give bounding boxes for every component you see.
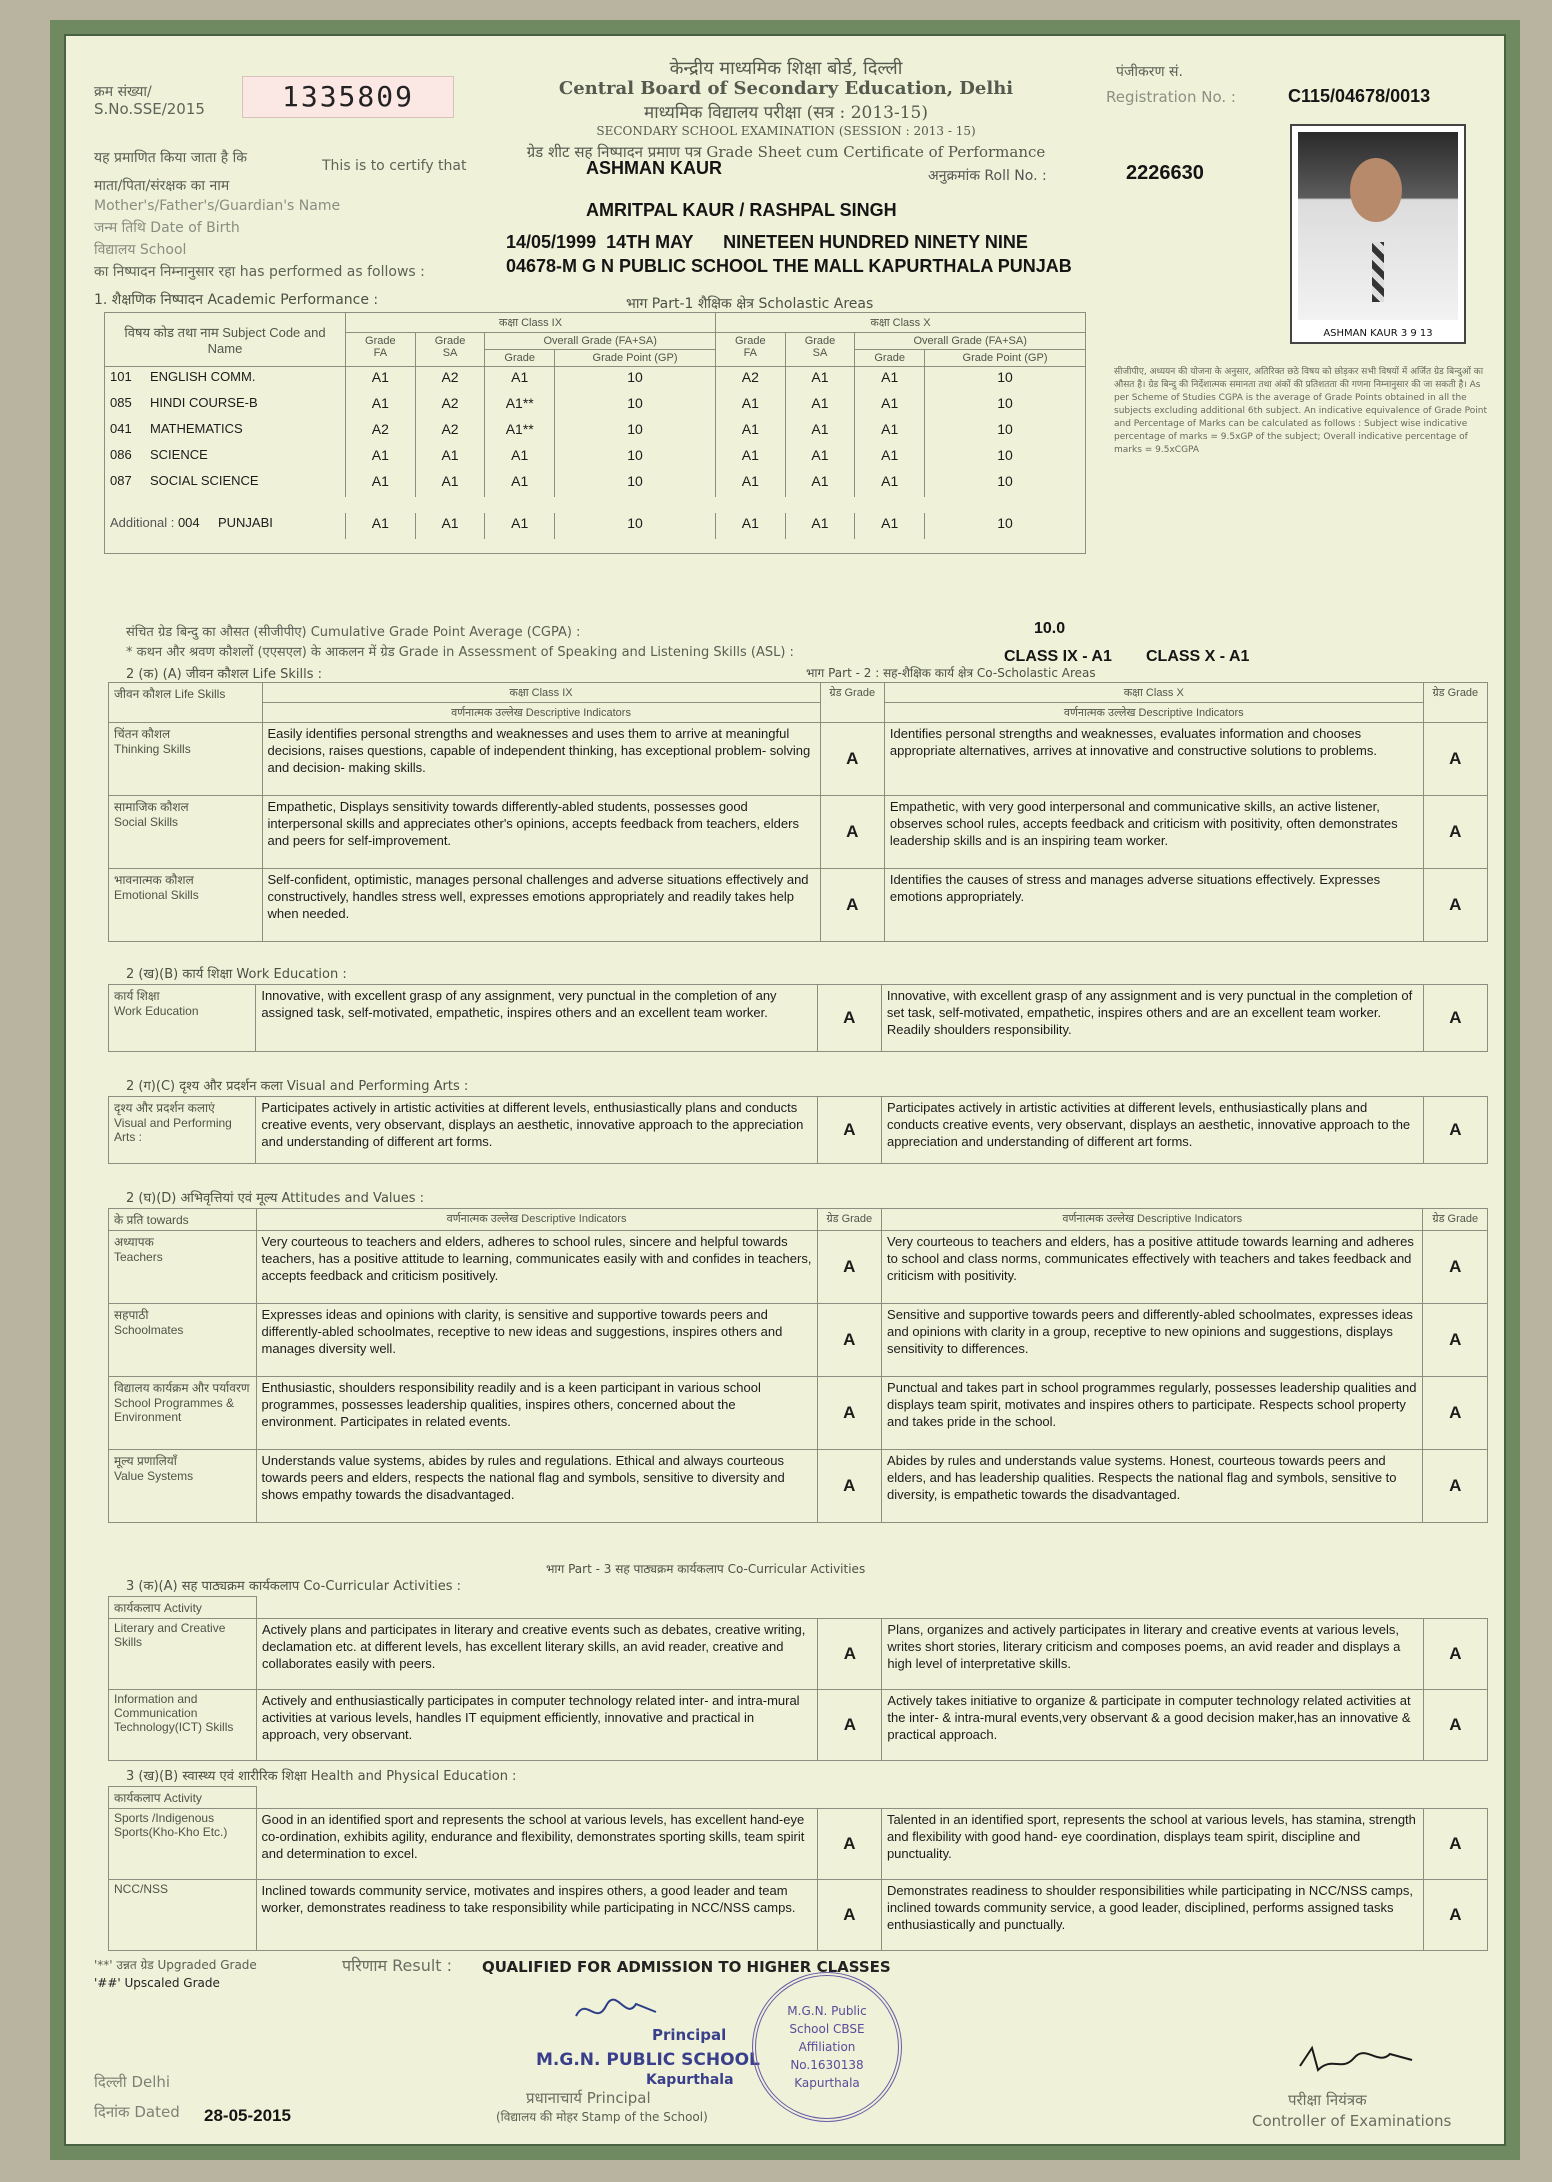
class10-grade: A bbox=[1423, 1304, 1488, 1377]
work-education-rows bbox=[109, 985, 1488, 1052]
row-label-hi: सहपाठी bbox=[114, 1308, 149, 1322]
indicator-row bbox=[109, 1304, 1488, 1377]
indicator-row bbox=[109, 1619, 1488, 1690]
grade-cell: 10 bbox=[925, 445, 1086, 471]
subject-row bbox=[105, 513, 1086, 539]
col-activity: कार्यकलाप Activity bbox=[109, 1787, 257, 1809]
row-label: Visual and Performing Arts : bbox=[114, 1116, 232, 1144]
grade-cell: 10 bbox=[555, 471, 716, 497]
class9-indicator: Very courteous to teachers and elders, adheres to school rules, sincere and helpful towards teachers, has a positive attitude to learning, communicates easily with and confides in teachers, accepts feedback and criticism positively. bbox=[256, 1231, 817, 1304]
controller-label-hi: परीक्षा नियंत्रक bbox=[1288, 2091, 1367, 2109]
grade-cell: A2 bbox=[715, 367, 785, 394]
class10-grade: A bbox=[1423, 1809, 1487, 1880]
class10-indicator: Very courteous to teachers and elders, has a positive attitude towards learning and adheres to school and class norms, communicates effectively with teachers and takes feedback and criticism with positivity. bbox=[882, 1231, 1423, 1304]
col-class10: कक्षा Class X bbox=[715, 313, 1085, 333]
grade-cell: A1** bbox=[485, 419, 555, 445]
asl-label: * कथन और श्रवण कौशलों (एएसएल) के आकलन में ग्रेड Grade in Assessment of Speaking and Listening Skills (ASL) : bbox=[126, 645, 794, 660]
life-skills-title: 2 (क) (A) जीवन कौशल Life Skills : bbox=[126, 667, 323, 682]
row-label-hi: मूल्य प्रणालियाँ bbox=[114, 1454, 177, 1468]
class9-indicator: Easily identifies personal strengths and weaknesses and uses them to arrive at meaningful decisions, raises questions, capable of independent thinking, has exceptional problem- solving and decision- making skills. bbox=[262, 723, 820, 796]
certify-label-hi: यह प्रमाणित किया जाता है कि bbox=[94, 150, 248, 166]
grade-cell: A2 bbox=[415, 367, 485, 394]
row-label-hi: सामाजिक कौशल bbox=[114, 800, 189, 814]
class10-grade: A bbox=[1423, 985, 1487, 1052]
grade-cell: A1 bbox=[785, 513, 855, 539]
date-of-birth: 14/05/1999 14TH MAY NINETEEN HUNDRED NINETY NINE bbox=[506, 232, 1028, 252]
class9-indicator: Understands value systems, abides by rules and regulations. Ethical and always courteous towards peers and elders, respects the national flag and symbols, sensitive to diversity and shows empathy towards the disadvantaged. bbox=[256, 1450, 817, 1523]
class10-grade: A bbox=[1423, 1619, 1487, 1690]
attitudes-title: 2 (घ)(D) अभिवृत्तियां एवं मूल्य Attitudes and Values : bbox=[126, 1191, 425, 1206]
indicator-row bbox=[109, 869, 1488, 942]
arts-title: 2 (ग)(C) दृश्य और प्रदर्शन कला Visual and Performing Arts : bbox=[126, 1079, 469, 1094]
class10-indicator: Participates actively in artistic activities at different levels, enthusiastically plans and conducts creative events, very observant, displays an aesthetic, innovative approach to the appreciation and understanding of different art forms. bbox=[881, 1097, 1423, 1164]
cgpa-label: संचित ग्रेड बिन्दु का औसत (सीजीपीए) Cumulative Grade Point Average (CGPA) : bbox=[126, 625, 581, 640]
indicator-row bbox=[109, 985, 1488, 1052]
principal-label: प्रधानाचार्य Principal bbox=[526, 2089, 651, 2107]
subject-row bbox=[105, 367, 1086, 394]
row-label: Social Skills bbox=[114, 815, 179, 829]
grade-cell: A1 bbox=[346, 393, 416, 419]
grade-cell: A1 bbox=[785, 471, 855, 497]
life-skills-table bbox=[108, 682, 1488, 942]
class10-grade: A bbox=[1423, 1097, 1487, 1164]
class10-grade: A bbox=[1423, 1231, 1488, 1304]
grade-cell: A1 bbox=[855, 445, 925, 471]
board-name: Central Board of Secondary Education, Delhi bbox=[558, 78, 1014, 99]
grade-cell: A1 bbox=[785, 445, 855, 471]
grade-cell: A1 bbox=[785, 367, 855, 394]
indicator-row bbox=[109, 1809, 1488, 1880]
subject-row bbox=[105, 471, 1086, 497]
grade-cell: A2 bbox=[415, 419, 485, 445]
class10-indicator: Talented in an identified sport, represents the school at various levels, has stamina, strength and flexibility with good hand- eye coordination, displays team spirit, discipline and punctuality. bbox=[881, 1809, 1423, 1880]
roll-label: अनुक्रमांक Roll No. : bbox=[928, 168, 1047, 184]
row-label-hi: चिंतन कौशल bbox=[114, 727, 171, 741]
col-sa9: Grade SA bbox=[415, 333, 485, 367]
indicator-row bbox=[109, 1377, 1488, 1450]
subject-name: MATHEMATICS bbox=[150, 421, 243, 436]
work-education-table bbox=[108, 984, 1488, 1052]
co-curricular-title: 3 (क)(A) सह पाठ्यक्रम कार्यकलाप Co-Curricular Activities : bbox=[126, 1579, 462, 1594]
col-fa9: Grade FA bbox=[346, 333, 416, 367]
upgraded-note: '**' उन्नत ग्रेड Upgraded Grade bbox=[94, 1958, 257, 1972]
grade-cell: A1 bbox=[485, 471, 555, 497]
grade-cell: A1 bbox=[346, 367, 416, 394]
class10-grade: A bbox=[1423, 1377, 1488, 1450]
class9-grade: A bbox=[818, 1619, 882, 1690]
stamp-school: M.G.N. PUBLIC SCHOOL bbox=[536, 2050, 760, 2070]
grade-cell: 10 bbox=[925, 471, 1086, 497]
row-label-hi: दृश्य और प्रदर्शन कलाएं bbox=[114, 1101, 215, 1115]
row-label-hi: भावनात्मक कौशल bbox=[114, 873, 194, 887]
sno-label: S.No.SSE/2015 bbox=[94, 100, 205, 118]
class9-indicator: Self-confident, optimistic, manages personal challenges and adverse situations effectively and constructively, handles stress well, expresses emotions appropriately and readily takes help when needed. bbox=[262, 869, 820, 942]
student-photo-frame bbox=[1290, 124, 1466, 344]
class10-indicator: Actively takes initiative to organize & participate in computer technology related activities at the inter- & intra-mural events,very observant & a good decision maker,has an innovative & practical approach. bbox=[882, 1690, 1423, 1761]
grade-cell: 10 bbox=[555, 513, 716, 539]
class9-indicator: Good in an identified sport and represents the school at various levels, has excellent hand-eye co-ordination, exhibits agility, endurance and flexibility, demonstrates sporting skills, team spirit and determination to excel. bbox=[256, 1809, 817, 1880]
row-label: Information and Communication Technology(ICT) Skills bbox=[114, 1692, 234, 1734]
class10-grade: A bbox=[1423, 1450, 1488, 1523]
subject-row bbox=[105, 393, 1086, 419]
row-label-hi: विद्यालय कार्यक्रम और पर्यावरण bbox=[114, 1381, 250, 1395]
subject-name: SOCIAL SCIENCE bbox=[150, 473, 259, 488]
grade-cell: 10 bbox=[555, 367, 716, 394]
certificate-sheet bbox=[64, 34, 1506, 2146]
row-label: Value Systems bbox=[114, 1469, 194, 1483]
class10-indicator: Innovative, with excellent grasp of any assignment and is very punctual in the completion of set task, self-motivated, empathetic, inspires others and are an excellent team worker. Readily shoulders responsibility. bbox=[881, 985, 1423, 1052]
health-table bbox=[108, 1786, 1488, 1951]
performed-label: का निष्पादन निम्नानुसार रहा has performed as follows : bbox=[94, 264, 425, 280]
col-subject: विषय कोड तथा नाम Subject Code and Name bbox=[105, 313, 346, 367]
col-overall9: Overall Grade (FA+SA) bbox=[485, 333, 716, 350]
grade-cell: A1 bbox=[415, 513, 485, 539]
student-name: ASHMAN KAUR bbox=[586, 158, 722, 178]
class10-indicator: Sensitive and supportive towards peers and differently-abled schoolmates, expresses ideas and opinions with clarity in a group, receptive to new opinions and suggestions, displays sensitivity to differences. bbox=[882, 1304, 1423, 1377]
place-label: दिल्ली Delhi bbox=[94, 2073, 171, 2091]
arts-table bbox=[108, 1096, 1488, 1164]
class9-grade: A bbox=[817, 1450, 882, 1523]
grade-cell: A1 bbox=[346, 445, 416, 471]
grade-cell: A1 bbox=[485, 513, 555, 539]
grade-cell: A1 bbox=[346, 513, 416, 539]
stamp-city: Kapurthala bbox=[646, 2072, 734, 2088]
subject-code: 087 bbox=[110, 473, 132, 488]
arts-rows bbox=[109, 1097, 1488, 1164]
asl-class10: CLASS X - A1 bbox=[1146, 648, 1250, 665]
subject-row bbox=[105, 419, 1086, 445]
school-label: विद्यालय School bbox=[94, 242, 187, 258]
class10-grade: A bbox=[1423, 723, 1487, 796]
subject-name: PUNJABI bbox=[217, 515, 273, 530]
class9-indicator: Empathetic, Displays sensitivity towards differently-abled students, possesses good interpersonal skills and appreciates other's opinions, accepts feedback from teachers, elders and peers for self-improvement. bbox=[262, 796, 820, 869]
attitudes-table bbox=[108, 1208, 1488, 1523]
row-label: Work Education bbox=[114, 1004, 199, 1018]
subject-code: 041 bbox=[110, 421, 132, 436]
grade-cell: A1 bbox=[785, 393, 855, 419]
scholastic-table bbox=[104, 312, 1086, 554]
col-sa10: Grade SA bbox=[785, 333, 855, 367]
grade-cell: A1 bbox=[415, 471, 485, 497]
registration-label: Registration No. : bbox=[1106, 88, 1236, 106]
col-class10: कक्षा Class X bbox=[884, 683, 1423, 703]
class9-grade: A bbox=[817, 1097, 881, 1164]
col-gp9: Grade Point (GP) bbox=[555, 350, 716, 367]
class10-grade: A bbox=[1423, 1690, 1487, 1761]
col-grade9: Grade bbox=[485, 350, 555, 367]
grade-cell: 10 bbox=[925, 419, 1086, 445]
col-grade9: ग्रेड Grade bbox=[817, 1209, 882, 1231]
class9-grade: A bbox=[817, 1809, 881, 1880]
class9-grade: A bbox=[817, 1231, 882, 1304]
certificate-title: ग्रेड शीट सह निष्पादन प्रमाण पत्र Grade Sheet cum Certificate of Performance bbox=[526, 143, 1046, 161]
col-desc9: वर्णनात्मक उल्लेख Descriptive Indicators bbox=[256, 1209, 817, 1231]
subject-code: 004 bbox=[177, 515, 200, 530]
col-class9: कक्षा Class IX bbox=[346, 313, 716, 333]
col-life: जीवन कौशल Life Skills bbox=[109, 683, 263, 723]
registration-number: C115/04678/0013 bbox=[1288, 86, 1431, 106]
col-grade10: ग्रेड Grade bbox=[1423, 1209, 1488, 1231]
class9-grade: A bbox=[817, 985, 881, 1052]
upscaled-note: '##' Upscaled Grade bbox=[94, 1976, 220, 1990]
additional-label: Additional : bbox=[110, 515, 175, 530]
subject-name: HINDI COURSE-B bbox=[150, 395, 258, 410]
parent-label: Mother's/Father's/Guardian's Name bbox=[94, 198, 341, 214]
row-label: Teachers bbox=[114, 1250, 163, 1264]
subject-rows bbox=[105, 367, 1086, 554]
grade-cell: A1 bbox=[715, 393, 785, 419]
indicator-row bbox=[109, 723, 1488, 796]
stamp-principal: Principal bbox=[652, 2026, 727, 2044]
grade-cell: A1** bbox=[485, 393, 555, 419]
roll-number: 2226630 bbox=[1126, 162, 1204, 184]
class10-indicator: Identifies personal strengths and weaknesses, evaluates information and chooses appropriate alternatives, arrives at innovative and constructive solutions to problems. bbox=[884, 723, 1423, 796]
co-curricular-part-title: भाग Part - 3 सह पाठ्यक्रम कार्यकलाप Co-Curricular Activities bbox=[546, 1562, 866, 1576]
subject-code: 101 bbox=[110, 369, 132, 384]
attitudes-rows bbox=[109, 1231, 1488, 1523]
grade-cell: 10 bbox=[555, 445, 716, 471]
grade-cell: A1 bbox=[485, 445, 555, 471]
col-grade10: Grade bbox=[855, 350, 925, 367]
sno-label-hi: क्रम संख्या/ bbox=[94, 84, 152, 100]
cgpa-value: 10.0 bbox=[1034, 620, 1066, 637]
grade-cell: A1 bbox=[715, 445, 785, 471]
grade-cell: A1 bbox=[855, 471, 925, 497]
class10-grade: A bbox=[1423, 869, 1487, 942]
col-desc10: वर्णनात्मक उल्लेख Descriptive Indicators bbox=[884, 703, 1423, 723]
class10-grade: A bbox=[1423, 1880, 1487, 1951]
col-desc10: वर्णनात्मक उल्लेख Descriptive Indicators bbox=[882, 1209, 1423, 1231]
board-name-hi: केन्द्रीय माध्यमिक शिक्षा बोर्ड, दिल्ली bbox=[669, 58, 903, 79]
cgpa-notes: सीजीपीए, अध्ययन की योजना के अनुसार, अतिरिक्त छठे विषय को छोड़कर सभी विषयों में अर्जित ग्रेड बिन्दुओं का औसत है। ग्रेड बिन्दु की निर्देशात्मक समानता तथा अंकों की प्रतिशतता की गणना निम्नानुसार की जा सकती है। As per Scheme of Studies CGPA is the average of Grade Points obtained in all the subjects excluding additional 6th subject. An indicative equivalence of Grade Point and Percentage of Marks can be calculated as follows : Subject wise indicative percentage of marks = 9.5xGP of the subject; Overall indicative percentage of marks = 9.5xCGPA bbox=[1114, 367, 1488, 455]
grade-cell: A1 bbox=[855, 393, 925, 419]
row-label: Emotional Skills bbox=[114, 888, 199, 902]
col-grade9: ग्रेड Grade bbox=[820, 683, 884, 723]
grade-cell: A1 bbox=[715, 419, 785, 445]
grade-cell: A1 bbox=[855, 513, 925, 539]
grade-cell: A1 bbox=[855, 419, 925, 445]
school-stamp-label: (विद्यालय की मोहर Stamp of the School) bbox=[496, 2110, 708, 2124]
col-desc9: वर्णनात्मक उल्लेख Descriptive Indicators bbox=[262, 703, 820, 723]
grade-cell: A1 bbox=[855, 367, 925, 394]
indicator-row bbox=[109, 1450, 1488, 1523]
class9-grade: A bbox=[820, 869, 884, 942]
subject-name: SCIENCE bbox=[150, 447, 208, 462]
serial-number: 1335809 bbox=[281, 80, 414, 113]
parent-names: AMRITPAL KAUR / RASHPAL SINGH bbox=[586, 200, 897, 220]
health-rows bbox=[109, 1809, 1488, 1951]
controller-signature bbox=[1292, 2036, 1422, 2086]
class9-grade: A bbox=[817, 1304, 882, 1377]
class9-indicator: Innovative, with excellent grasp of any assignment, very punctual in the completion of any assigned task, self-motivated, empathetic, inspires others and an excellent team worker. bbox=[256, 985, 817, 1052]
row-label: School Programmes & Environment bbox=[114, 1396, 235, 1424]
grade-cell: A1 bbox=[415, 445, 485, 471]
grade-cell: A2 bbox=[415, 393, 485, 419]
row-label-hi: कार्य शिक्षा bbox=[114, 989, 160, 1003]
class9-indicator: Enthusiastic, shoulders responsibility readily and is a keen participant in various school programmes, possesses leadership qualities, inspires others, concerned about the environment. Participates in related events. bbox=[256, 1377, 817, 1450]
grade-cell: A2 bbox=[346, 419, 416, 445]
col-class9: कक्षा Class IX bbox=[262, 683, 820, 703]
indicator-row bbox=[109, 1880, 1488, 1951]
row-label: Sports /Indigenous Sports(Kho-Kho Etc.) bbox=[114, 1811, 228, 1839]
subject-code: 085 bbox=[110, 395, 132, 410]
co-scholastic-part-title: भाग Part - 2 : सह-शैक्षिक कार्य क्षेत्र Co-Scholastic Areas bbox=[806, 666, 1096, 680]
grade-cell: 10 bbox=[925, 367, 1086, 394]
class10-indicator: Abides by rules and understands value systems. Honest, courteous towards peers and elders, and has leadership qualities. Respects the national flag and symbols, sensitive to diversity, is empathetic towards the disadvantaged. bbox=[882, 1450, 1423, 1523]
date-label: दिनांक Dated bbox=[94, 2103, 180, 2121]
grade-cell: 10 bbox=[925, 513, 1086, 539]
class9-grade: A bbox=[817, 1377, 882, 1450]
grade-cell: 10 bbox=[925, 393, 1086, 419]
certificate-border bbox=[50, 20, 1520, 2160]
subject-row bbox=[105, 445, 1086, 471]
class9-indicator: Participates actively in artistic activities at different levels, enthusiastically plans and conducts creative events, very observant, displays an aesthetic, innovative approach to the appreciation and understanding of different art forms. bbox=[256, 1097, 817, 1164]
class9-indicator: Actively and enthusiastically participates in computer technology related inter- and intra-mural activities at various levels, handles IT equipment efficiently, innovative and practical in approach, very observant. bbox=[256, 1690, 817, 1761]
serial-box bbox=[242, 76, 454, 118]
dob-label: जन्म तिथि Date of Birth bbox=[94, 220, 240, 236]
health-title: 3 (ख)(B) स्वास्थ्य एवं शारीरिक शिक्षा Health and Physical Education : bbox=[126, 1769, 517, 1784]
scholastic-part-title: भाग Part-1 शैक्षिक क्षेत्र Scholastic Areas bbox=[626, 296, 874, 312]
class10-indicator: Identifies the causes of stress and manages adverse situations effectively. Expresses emotions appropriately. bbox=[884, 869, 1423, 942]
indicator-row bbox=[109, 1097, 1488, 1164]
class9-indicator: Expresses ideas and opinions with clarity, is sensitive and supportive towards peers and differently-abled schoolmates, receptive to new ideas and suggestions, inspires others and manages diversity well. bbox=[256, 1304, 817, 1377]
co-curricular-rows bbox=[109, 1619, 1488, 1761]
class10-grade: A bbox=[1423, 796, 1487, 869]
col-activity: कार्यकलाप Activity bbox=[109, 1597, 257, 1619]
round-school-stamp: M.G.N. Public School CBSE Affiliation No.1630138 Kapurthala bbox=[752, 1972, 902, 2122]
class9-indicator: Actively plans and participates in literary and creative events such as debates, creative writing, declamation etc. at different levels, has excellent literary skills, an avid reader, creative and collaborates easily with peers. bbox=[256, 1619, 817, 1690]
certify-label: This is to certify that bbox=[322, 158, 467, 174]
indicator-row bbox=[109, 1231, 1488, 1304]
class10-indicator: Punctual and takes part in school programmes regularly, possesses leadership qualities and displays team spirit, motivates and inspires others to participate. Respects school property and takes pride in the school. bbox=[882, 1377, 1423, 1450]
student-photo bbox=[1298, 132, 1458, 320]
indicator-row bbox=[109, 796, 1488, 869]
col-grade10: ग्रेड Grade bbox=[1423, 683, 1487, 723]
grade-cell: A1 bbox=[785, 419, 855, 445]
registration-label-hi: पंजीकरण सं. bbox=[1116, 64, 1183, 80]
co-curricular-table bbox=[108, 1596, 1488, 1761]
class9-grade: A bbox=[817, 1880, 881, 1951]
row-label: Schoolmates bbox=[114, 1323, 184, 1337]
class10-indicator: Plans, organizes and actively participates in literary and creative events at various levels, writes short stories, literary criticism and composes poems, an avid reader and displays a high level of interpretative skills. bbox=[882, 1619, 1423, 1690]
row-label-hi: अध्यापक bbox=[114, 1235, 154, 1249]
col-gp10: Grade Point (GP) bbox=[925, 350, 1086, 367]
indicator-row bbox=[109, 1690, 1488, 1761]
class9-grade: A bbox=[820, 796, 884, 869]
controller-label: Controller of Examinations bbox=[1252, 2112, 1452, 2130]
result-value: QUALIFIED FOR ADMISSION TO HIGHER CLASSES bbox=[482, 1958, 891, 1976]
exam-name-hi: माध्यमिक विद्यालय परीक्षा (सत्र : 2013-15) bbox=[644, 103, 928, 123]
subject-name: ENGLISH COMM. bbox=[150, 369, 256, 384]
grade-cell: 10 bbox=[555, 393, 716, 419]
grade-cell: A1 bbox=[715, 471, 785, 497]
life-skills-rows bbox=[109, 723, 1488, 942]
work-education-title: 2 (ख)(B) कार्य शिक्षा Work Education : bbox=[126, 967, 347, 982]
grade-cell: A1 bbox=[485, 367, 555, 394]
academic-section-title: 1. शैक्षणिक निष्पादन Academic Performance : bbox=[94, 292, 379, 308]
asl-class9: CLASS IX - A1 bbox=[1004, 648, 1112, 665]
row-label: NCC/NSS bbox=[114, 1882, 169, 1896]
parent-label-hi: माता/पिता/संरक्षक का नाम bbox=[94, 178, 230, 194]
exam-name: SECONDARY SCHOOL EXAMINATION (SESSION : 2013 - 15) bbox=[596, 124, 976, 138]
class10-indicator: Empathetic, with very good interpersonal and communicative skills, an active listener, observes school rules, accepts feedback and criticism with positivity, often demonstrates leadership skills and is an inspiring team worker. bbox=[884, 796, 1423, 869]
row-label: Thinking Skills bbox=[114, 742, 191, 756]
issue-date: 28-05-2015 bbox=[204, 2106, 291, 2125]
result-label: परिणाम Result : bbox=[342, 1956, 453, 1975]
col-fa10: Grade FA bbox=[715, 333, 785, 367]
photo-caption: ASHMAN KAUR 3 9 13 bbox=[1323, 328, 1433, 339]
class10-indicator: Demonstrates readiness to shoulder responsibilities while participating in NCC/NSS camps, inclined towards community service, a good leader, disciplined, performs assigned tasks enthusiastically and punctually. bbox=[881, 1880, 1423, 1951]
row-label: Literary and Creative Skills bbox=[114, 1621, 226, 1649]
col-overall10: Overall Grade (FA+SA) bbox=[855, 333, 1086, 350]
subject-code: 086 bbox=[110, 447, 132, 462]
class9-grade: A bbox=[820, 723, 884, 796]
school-name: 04678-M G N PUBLIC SCHOOL THE MALL KAPURTHALA PUNJAB bbox=[506, 256, 1072, 276]
col-towards: के प्रति towards bbox=[109, 1209, 257, 1231]
grade-cell: A1 bbox=[346, 471, 416, 497]
class9-indicator: Inclined towards community service, motivates and inspires others, a good leader and team worker, demonstrates readiness to take responsibility while participating in NCC/NSS camps. bbox=[256, 1880, 817, 1951]
grade-cell: 10 bbox=[555, 419, 716, 445]
grade-cell: A1 bbox=[715, 513, 785, 539]
class9-grade: A bbox=[818, 1690, 882, 1761]
